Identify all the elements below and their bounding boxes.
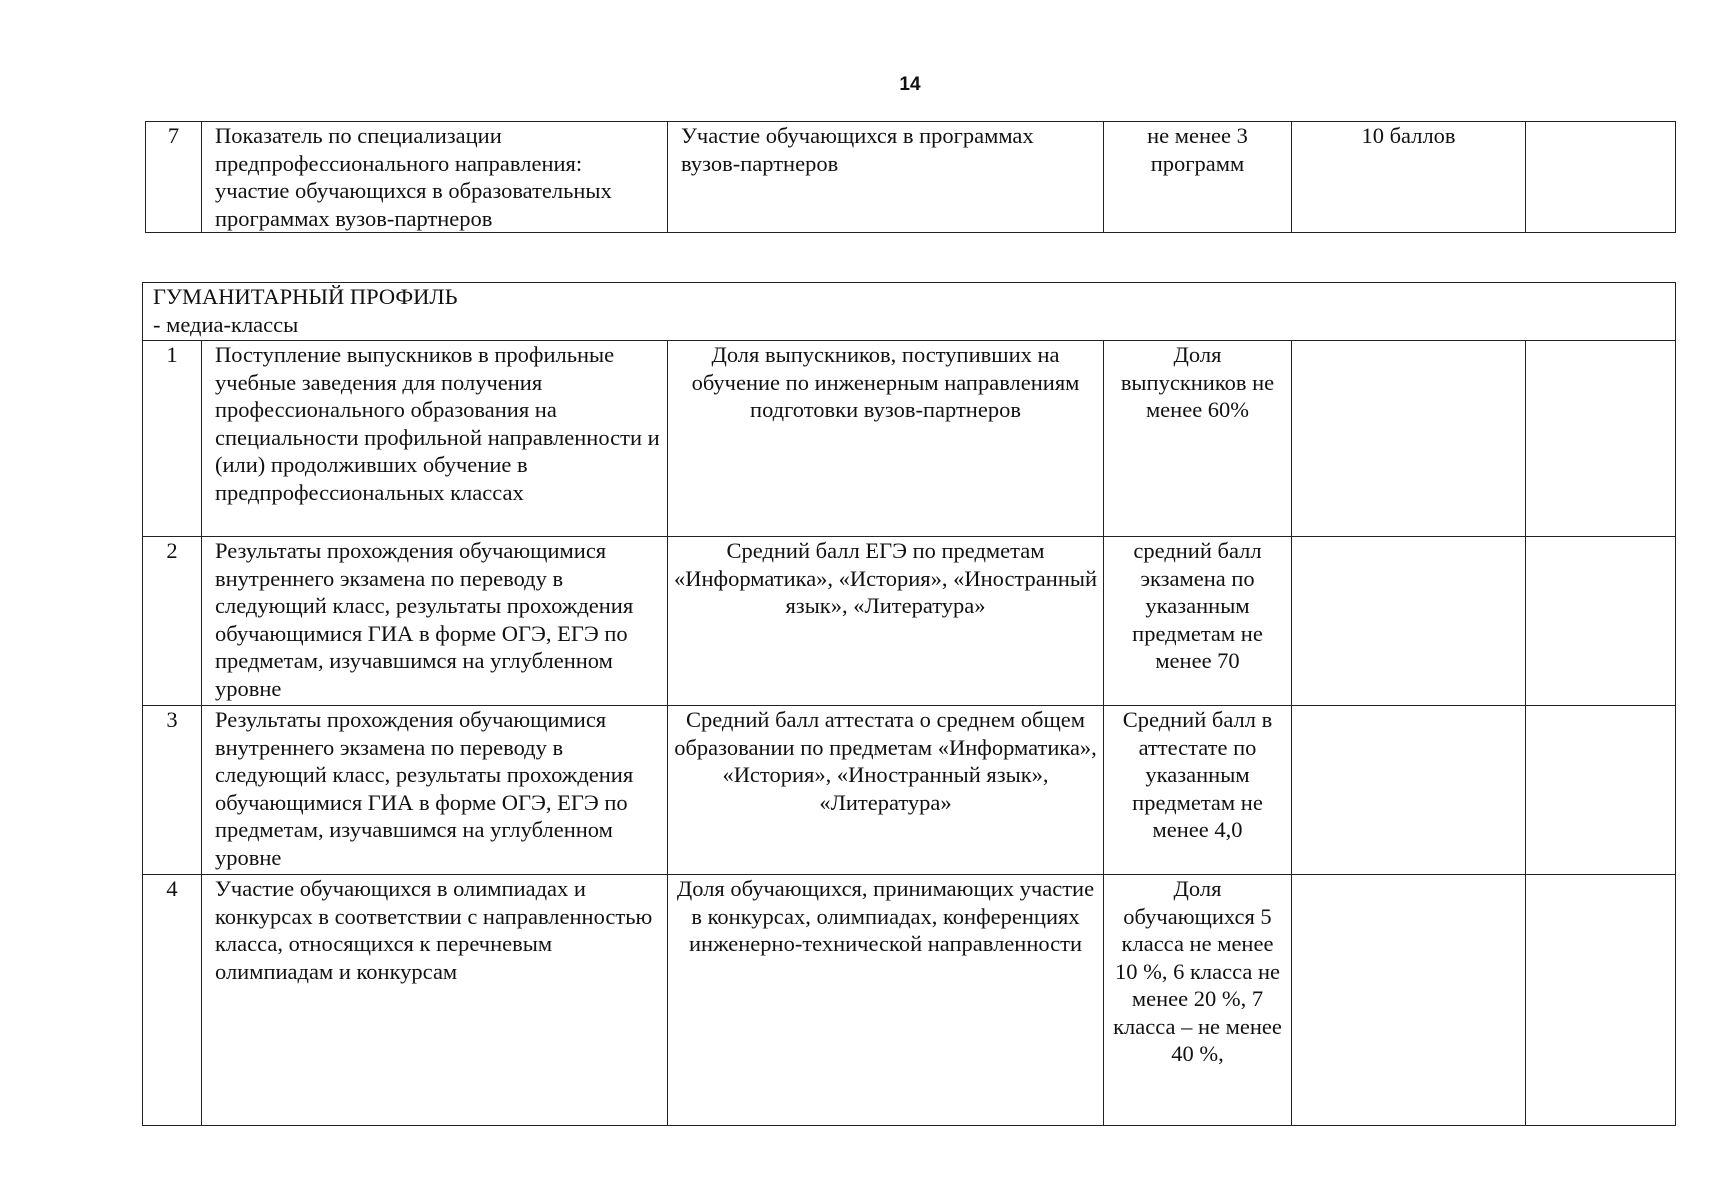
indicator-cell: Участие обучающихся в олимпиадах и конкурсах в соответствии с направленностью класса, относящихся к перечневым олимпиадам и конкурсам (202, 875, 668, 1126)
row-number: 2 (143, 537, 202, 706)
extra-cell (1526, 122, 1676, 233)
row-number: 3 (143, 706, 202, 875)
measure-cell: Средний балл аттестата о среднем общем образовании по предметам «Информатика», «История», «Иностранный язык», «Литература» (668, 706, 1104, 875)
target-cell: не менее 3 программ (1104, 122, 1292, 233)
row-number: 4 (143, 875, 202, 1126)
target-cell: Доля выпускников не менее 60% (1104, 341, 1292, 537)
measure-cell: Участие обучающихся в программах вузов-партнеров (668, 122, 1104, 233)
row-number: 7 (146, 122, 202, 233)
table-row (146, 122, 1676, 233)
extra-cell (1526, 706, 1676, 875)
target-cell: Средний балл в аттестате по указанным предметам не менее 4,0 (1104, 706, 1292, 875)
points-cell (1292, 537, 1526, 706)
profile-header-row (143, 283, 1676, 341)
profile-subtitle: - медиа-классы (153, 311, 299, 337)
table-row (143, 537, 1676, 706)
extra-cell (1526, 341, 1676, 537)
target-cell: средний балл экзамена по указанным предметам не менее 70 (1104, 537, 1292, 706)
extra-cell (1526, 875, 1676, 1126)
measure-cell: Доля выпускников, поступивших на обучение по инженерным направлениям подготовки вузов-партнеров (668, 341, 1104, 537)
page-number: 14 (899, 74, 921, 95)
table-row (143, 341, 1676, 537)
measure-cell: Доля обучающихся, принимающих участие в конкурсах, олимпиадах, конференциях инженерно-технической направленности (668, 875, 1104, 1126)
points-cell (1292, 341, 1526, 537)
profile-title: ГУМАНИТАРНЫЙ ПРОФИЛЬ (153, 284, 458, 309)
indicator-cell: Поступление выпускников в профильные учебные заведения для получения профессионального образования на специальности профильной направленности и (или) продолживших обучение в предпрофессиональных классах (202, 341, 668, 537)
indicator-cell: Результаты прохождения обучающимися внутреннего экзамена по переводу в следующий класс, результаты прохождения обучающимися ГИА в форме ОГЭ, ЕГЭ по предметам, изучавшимся на углубленном уровне (202, 706, 668, 875)
points-cell (1292, 875, 1526, 1126)
indicators-table-humanitarian (142, 282, 1676, 1126)
points-cell: 10 баллов (1292, 122, 1526, 233)
table-row (143, 706, 1676, 875)
target-cell: Доля обучающихся 5 класса не менее 10 %, 6 класса не менее 20 %, 7 класса – не менее 40 %, (1104, 875, 1292, 1126)
extra-cell (1526, 537, 1676, 706)
table-row (143, 875, 1676, 1126)
row-number: 1 (143, 341, 202, 537)
measure-cell: Средний балл ЕГЭ по предметам «Информатика», «История», «Иностранный язык», «Литература» (668, 537, 1104, 706)
indicator-cell: Результаты прохождения обучающимися внутреннего экзамена по переводу в следующий класс, результаты прохождения обучающимися ГИА в форме ОГЭ, ЕГЭ по предметам, изучавшимся на углубленном уровне (202, 537, 668, 706)
profile-header (143, 283, 1676, 341)
indicators-table-top (145, 121, 1676, 233)
points-cell (1292, 706, 1526, 875)
indicator-cell: Показатель по специализации предпрофессионального направления: участие обучающихся в образовательных программах вузов-партнеров (202, 122, 668, 233)
